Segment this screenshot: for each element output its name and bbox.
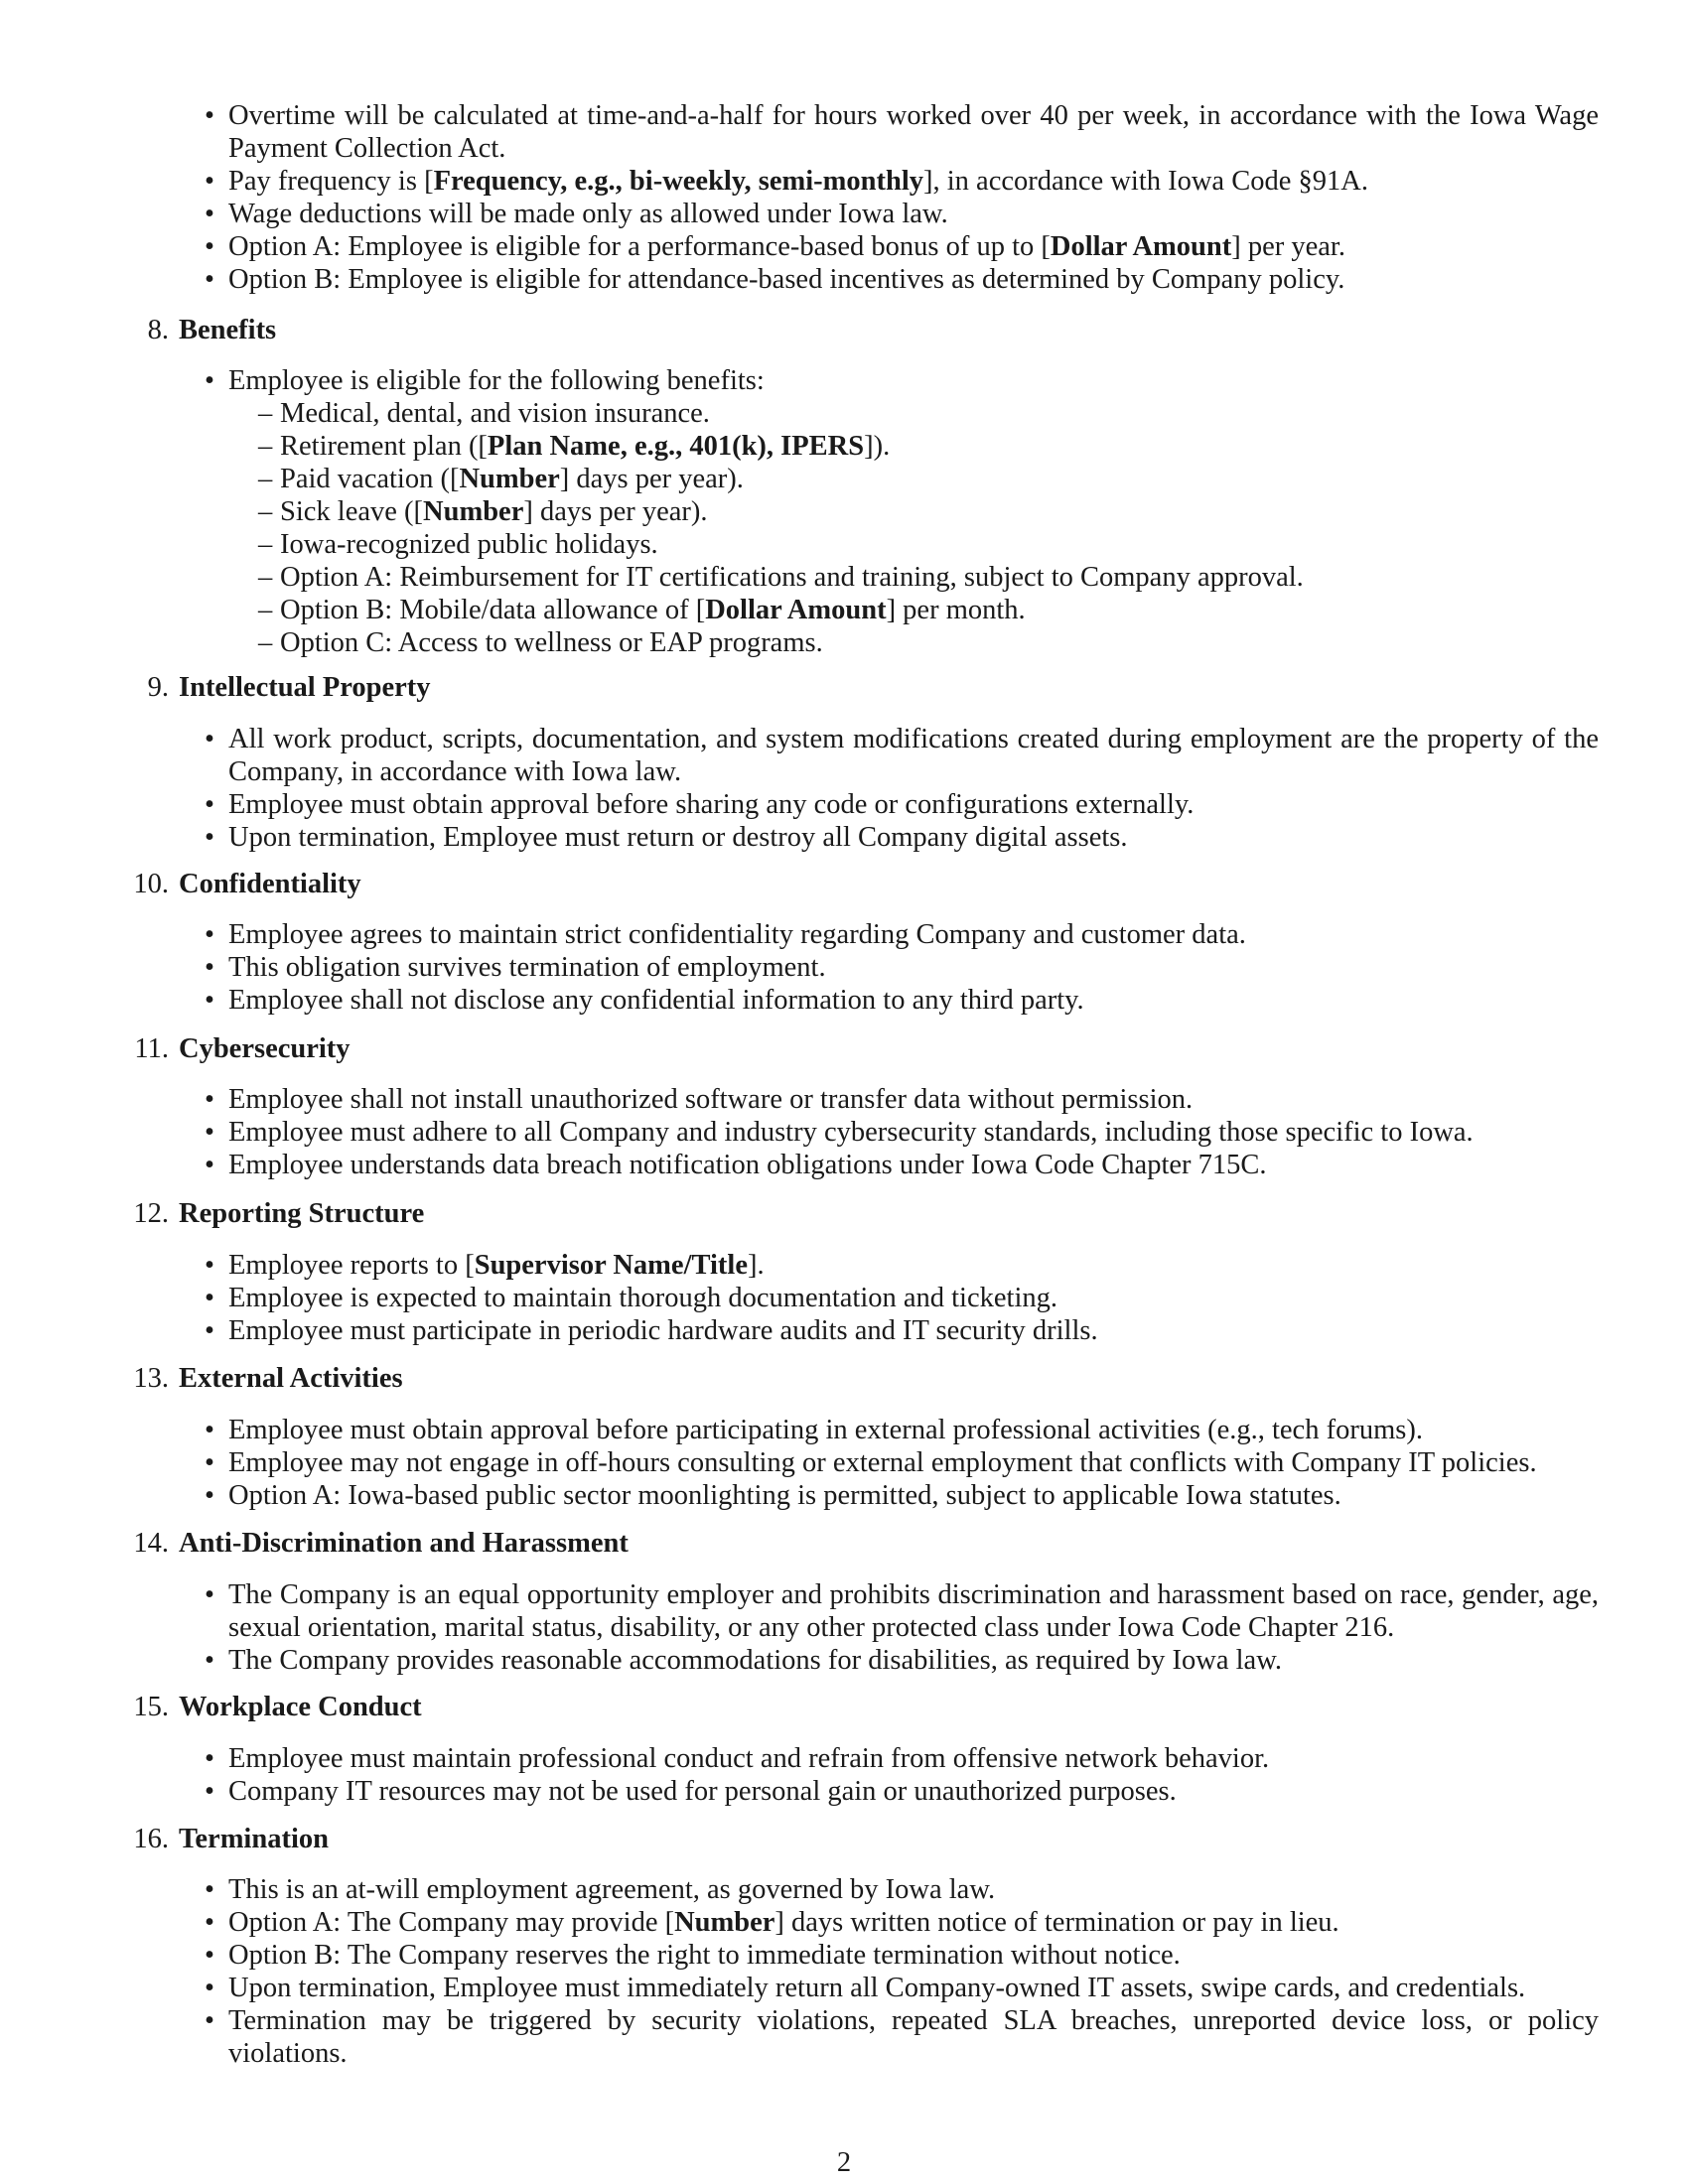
placeholder-field: Frequency, e.g., bi-weekly, semi-monthly xyxy=(433,166,924,197)
section-title: External Activities xyxy=(179,1363,403,1394)
termination-list xyxy=(228,1873,1599,2070)
list-item xyxy=(228,1906,1599,1939)
list-item xyxy=(228,230,1599,263)
confidentiality-list xyxy=(228,918,1599,1017)
placeholder-field: Number xyxy=(674,1907,775,1938)
benefits-sublist xyxy=(228,397,1599,659)
list-item: • Employee agrees to maintain strict confidentiality regarding Company and customer data. xyxy=(228,918,1599,951)
placeholder-field: Dollar Amount xyxy=(1050,231,1232,262)
placeholder-field: Dollar Amount xyxy=(705,595,887,625)
sub-item xyxy=(280,430,1599,463)
sub-item: – Iowa-recognized public holidays. xyxy=(280,528,1599,561)
section-heading-benefits xyxy=(109,314,1499,346)
benefits-list xyxy=(228,364,1599,659)
page-number: 2 xyxy=(836,2147,852,2178)
placeholder-field: Plan Name, e.g., 401(k), IPERS xyxy=(487,431,865,462)
ip-list xyxy=(228,723,1599,854)
list-item xyxy=(228,364,1599,659)
list-item: • Employee may not engage in off-hours consulting or external employment that conflicts with Company IT policies. xyxy=(228,1446,1599,1479)
section-number: 8. xyxy=(147,315,169,345)
sub-item xyxy=(280,495,1599,528)
item-text: Paid vacation ([ xyxy=(280,464,460,494)
item-text: ] days per year). xyxy=(559,464,744,494)
list-item: • This obligation survives termination of employment. xyxy=(228,951,1599,984)
item-text: Retirement plan ([ xyxy=(280,431,488,462)
section-number: 11. xyxy=(134,1033,169,1064)
list-item: • Upon termination, Employee must return or destroy all Company digital assets. xyxy=(228,821,1599,854)
section-heading-confidentiality xyxy=(109,868,1499,900)
list-item: • Employee is expected to maintain thorough documentation and ticketing. xyxy=(228,1282,1599,1314)
section-title: Anti-Discrimination and Harassment xyxy=(179,1528,629,1559)
list-item xyxy=(228,165,1599,198)
section-number: 16. xyxy=(133,1824,169,1854)
list-item: • This is an at-will employment agreement, as governed by Iowa law. xyxy=(228,1873,1599,1906)
external-activities-list xyxy=(228,1414,1599,1512)
list-item: • Option B: The Company reserves the right to immediate termination without notice. xyxy=(228,1939,1599,1972)
list-item: • Employee shall not disclose any confidential information to any third party. xyxy=(228,984,1599,1017)
list-item: • Termination may be triggered by security violations, repeated SLA breaches, unreported device loss, or policy violations. xyxy=(228,2004,1599,2070)
section-heading-termination xyxy=(109,1823,1499,1855)
item-text: ], in accordance with Iowa Code §91A. xyxy=(923,166,1368,197)
workplace-conduct-list xyxy=(228,1742,1599,1808)
list-item: • The Company provides reasonable accommodations for disabilities, as required by Iowa law. xyxy=(228,1644,1599,1677)
section-number: 12. xyxy=(133,1198,169,1229)
item-text: Pay frequency is [ xyxy=(228,166,434,197)
list-item xyxy=(228,1249,1599,1282)
list-item: • Company IT resources may not be used for personal gain or unauthorized purposes. xyxy=(228,1775,1599,1808)
item-text: ] days written notice of termination or pay in lieu. xyxy=(774,1907,1339,1938)
reporting-list xyxy=(228,1249,1599,1347)
anti-discrimination-list xyxy=(228,1578,1599,1677)
section-number: 14. xyxy=(133,1528,169,1559)
item-text: ] days per year). xyxy=(523,496,708,527)
item-text: ] per month. xyxy=(886,595,1026,625)
item-text: ]). xyxy=(864,431,891,462)
item-text: Sick leave ([ xyxy=(280,496,424,527)
list-item: • Overtime will be calculated at time-and-a-half for hours worked over 40 per week, in accordance with the Iowa Wage Payment Collection Act. xyxy=(228,99,1599,165)
list-item: • Employee must adhere to all Company and industry cybersecurity standards, including those specific to Iowa. xyxy=(228,1116,1599,1149)
section-title: Termination xyxy=(179,1824,329,1854)
section-heading-reporting-structure xyxy=(109,1197,1499,1230)
sub-item xyxy=(280,594,1599,626)
item-text: Employee is eligible for the following benefits: xyxy=(228,365,765,396)
section-heading-workplace-conduct xyxy=(109,1691,1499,1723)
item-text: Employee reports to [ xyxy=(228,1250,475,1281)
list-item: • The Company is an equal opportunity employer and prohibits discrimination and harassment based on race, gender, age, sexual orientation, marital status, disability, or any other protected class under Iowa Code Chapter 216. xyxy=(228,1578,1599,1644)
placeholder-field: Supervisor Name/Title xyxy=(474,1250,748,1281)
section-heading-external-activities xyxy=(109,1362,1499,1395)
section-number: 9. xyxy=(147,672,169,703)
section-number: 10. xyxy=(133,869,169,899)
section-heading-anti-discrimination xyxy=(109,1527,1499,1560)
sub-item xyxy=(280,463,1599,495)
section-title: Cybersecurity xyxy=(179,1033,351,1064)
section-heading-intellectual-property xyxy=(109,671,1499,704)
list-item: • All work product, scripts, documentation, and system modifications created during employment are the property of the Company, in accordance with Iowa law. xyxy=(228,723,1599,788)
section-title: Workplace Conduct xyxy=(179,1692,422,1722)
list-item: • Employee understands data breach notification obligations under Iowa Code Chapter 715C. xyxy=(228,1149,1599,1181)
item-text: ] per year. xyxy=(1231,231,1345,262)
placeholder-field: Number xyxy=(423,496,524,527)
list-item: • Employee shall not install unauthorized software or transfer data without permission. xyxy=(228,1083,1599,1116)
section-number: 15. xyxy=(133,1692,169,1722)
section-title: Intellectual Property xyxy=(179,672,431,703)
placeholder-field: Number xyxy=(459,464,560,494)
sub-item: – Option A: Reimbursement for IT certifications and training, subject to Company approval. xyxy=(280,561,1599,594)
sub-item: – Medical, dental, and vision insurance. xyxy=(280,397,1599,430)
list-item: • Option B: Employee is eligible for attendance-based incentives as determined by Company policy. xyxy=(228,263,1599,296)
item-text: Option A: The Company may provide [ xyxy=(228,1907,675,1938)
list-item: • Employee must participate in periodic hardware audits and IT security drills. xyxy=(228,1314,1599,1347)
section-title: Confidentiality xyxy=(179,869,361,899)
list-item: • Wage deductions will be made only as allowed under Iowa law. xyxy=(228,198,1599,230)
list-item: • Employee must maintain professional conduct and refrain from offensive network behavior. xyxy=(228,1742,1599,1775)
section-heading-cybersecurity xyxy=(109,1032,1499,1065)
item-text: Option B: Mobile/data allowance of [ xyxy=(280,595,706,625)
list-item: • Employee must obtain approval before sharing any code or configurations externally. xyxy=(228,788,1599,821)
list-item: • Employee must obtain approval before participating in external professional activities (e.g., tech forums). xyxy=(228,1414,1599,1446)
item-text: Option A: Employee is eligible for a performance-based bonus of up to [ xyxy=(228,231,1051,262)
sub-item: – Option C: Access to wellness or EAP programs. xyxy=(280,626,1599,659)
item-text: ]. xyxy=(747,1250,765,1281)
list-item: • Upon termination, Employee must immediately return all Company-owned IT assets, swipe cards, and credentials. xyxy=(228,1972,1599,2004)
cybersecurity-list xyxy=(228,1083,1599,1181)
wages-list xyxy=(228,99,1599,296)
list-item: • Option A: Iowa-based public sector moonlighting is permitted, subject to applicable Iowa statutes. xyxy=(228,1479,1599,1512)
section-title: Benefits xyxy=(179,315,277,345)
section-title: Reporting Structure xyxy=(179,1198,425,1229)
section-number: 13. xyxy=(133,1363,169,1394)
